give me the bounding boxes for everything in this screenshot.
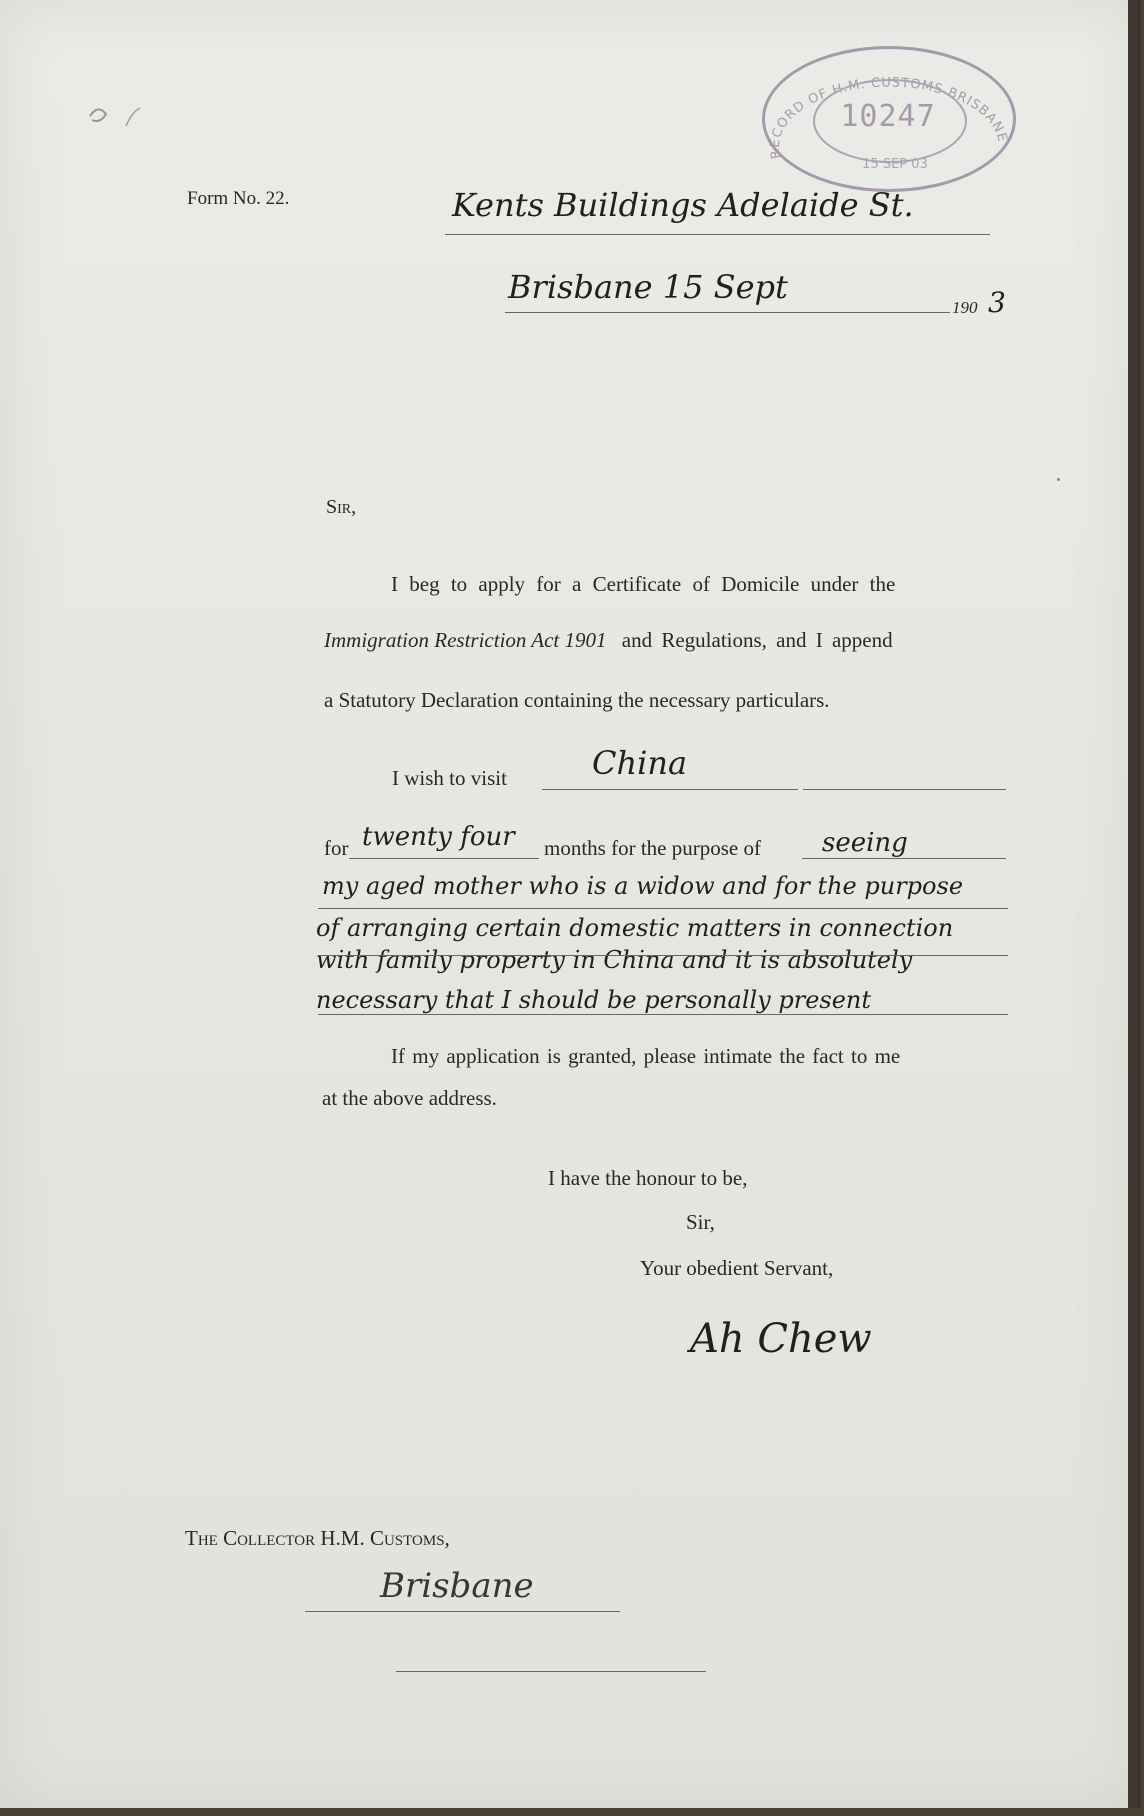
purpose-rule-2 <box>318 908 1008 909</box>
body-line-3: a Statutory Declaration containing the necessary particulars. <box>324 688 830 712</box>
addressee-rule-2 <box>396 1671 706 1672</box>
duration-prefix: for <box>324 836 349 860</box>
svg-text:RECORD OF H.M. CUSTOMS BRISBAN: RECORD OF H.M. CUSTOMS BRISBANE <box>767 75 1010 160</box>
addressee-rule-1 <box>305 1611 620 1612</box>
purpose-line-2: my aged mother who is a widow and for the purpose <box>322 872 964 900</box>
purpose-line-1: seeing <box>822 828 908 858</box>
address-line-2: Brisbane 15 Sept <box>508 268 788 306</box>
stamp-date: 15 SEP 03 <box>862 157 928 172</box>
paper-speck <box>1057 478 1060 481</box>
body-line-2-rest: and Regulations, and I append <box>621 628 893 652</box>
customs-stamp <box>762 46 1016 192</box>
address-rule-2 <box>505 312 950 313</box>
visit-rule-a <box>542 789 798 790</box>
addressee-title: The Collector H.M. Customs, <box>185 1526 450 1550</box>
visit-label: I wish to visit <box>392 766 507 790</box>
year-handwritten: 3 <box>988 286 1006 319</box>
salutation: Sir, <box>326 496 357 518</box>
duration-period: twenty four <box>362 822 515 852</box>
visit-rule-b <box>803 789 1006 790</box>
act-title: Immigration Restriction Act 1901 <box>324 628 607 652</box>
address-rule-1 <box>445 234 990 235</box>
purpose-line-5: necessary that I should be personally present <box>316 986 872 1014</box>
form-number: Form No. 22. <box>187 188 290 209</box>
page-edge <box>1128 0 1138 1808</box>
closing-honour: I have the honour to be, <box>548 1166 748 1190</box>
closing-line-1: If my application is granted, please intimate the fact to me <box>391 1044 901 1068</box>
signature: Ah Chew <box>690 1316 872 1362</box>
body-line-2 <box>324 628 893 653</box>
purpose-line-4: with family property in China and it is absolutely <box>316 946 913 974</box>
purpose-rule-3 <box>318 955 1008 956</box>
body-line-1: I beg to apply for a Certificate of Domicile under the <box>391 572 896 596</box>
closing-line-2: at the above address. <box>322 1086 497 1110</box>
closing-sir: Sir, <box>686 1210 715 1234</box>
duration-suffix: months for the purpose of <box>544 836 761 860</box>
visit-destination: China <box>592 744 688 782</box>
stamp-number: 10247 <box>840 99 936 134</box>
year-printed: 190 <box>952 298 978 317</box>
purpose-rule-4 <box>318 1014 1008 1015</box>
closing-servant: Your obedient Servant, <box>640 1256 834 1280</box>
pencil-mark <box>86 96 156 136</box>
addressee-city: Brisbane <box>380 1566 534 1606</box>
purpose-line-3: of arranging certain domestic matters in connection <box>316 914 954 942</box>
address-line-1: Kents Buildings Adelaide St. <box>452 186 914 224</box>
purpose-rule-1 <box>802 858 1006 859</box>
duration-rule <box>349 858 539 859</box>
